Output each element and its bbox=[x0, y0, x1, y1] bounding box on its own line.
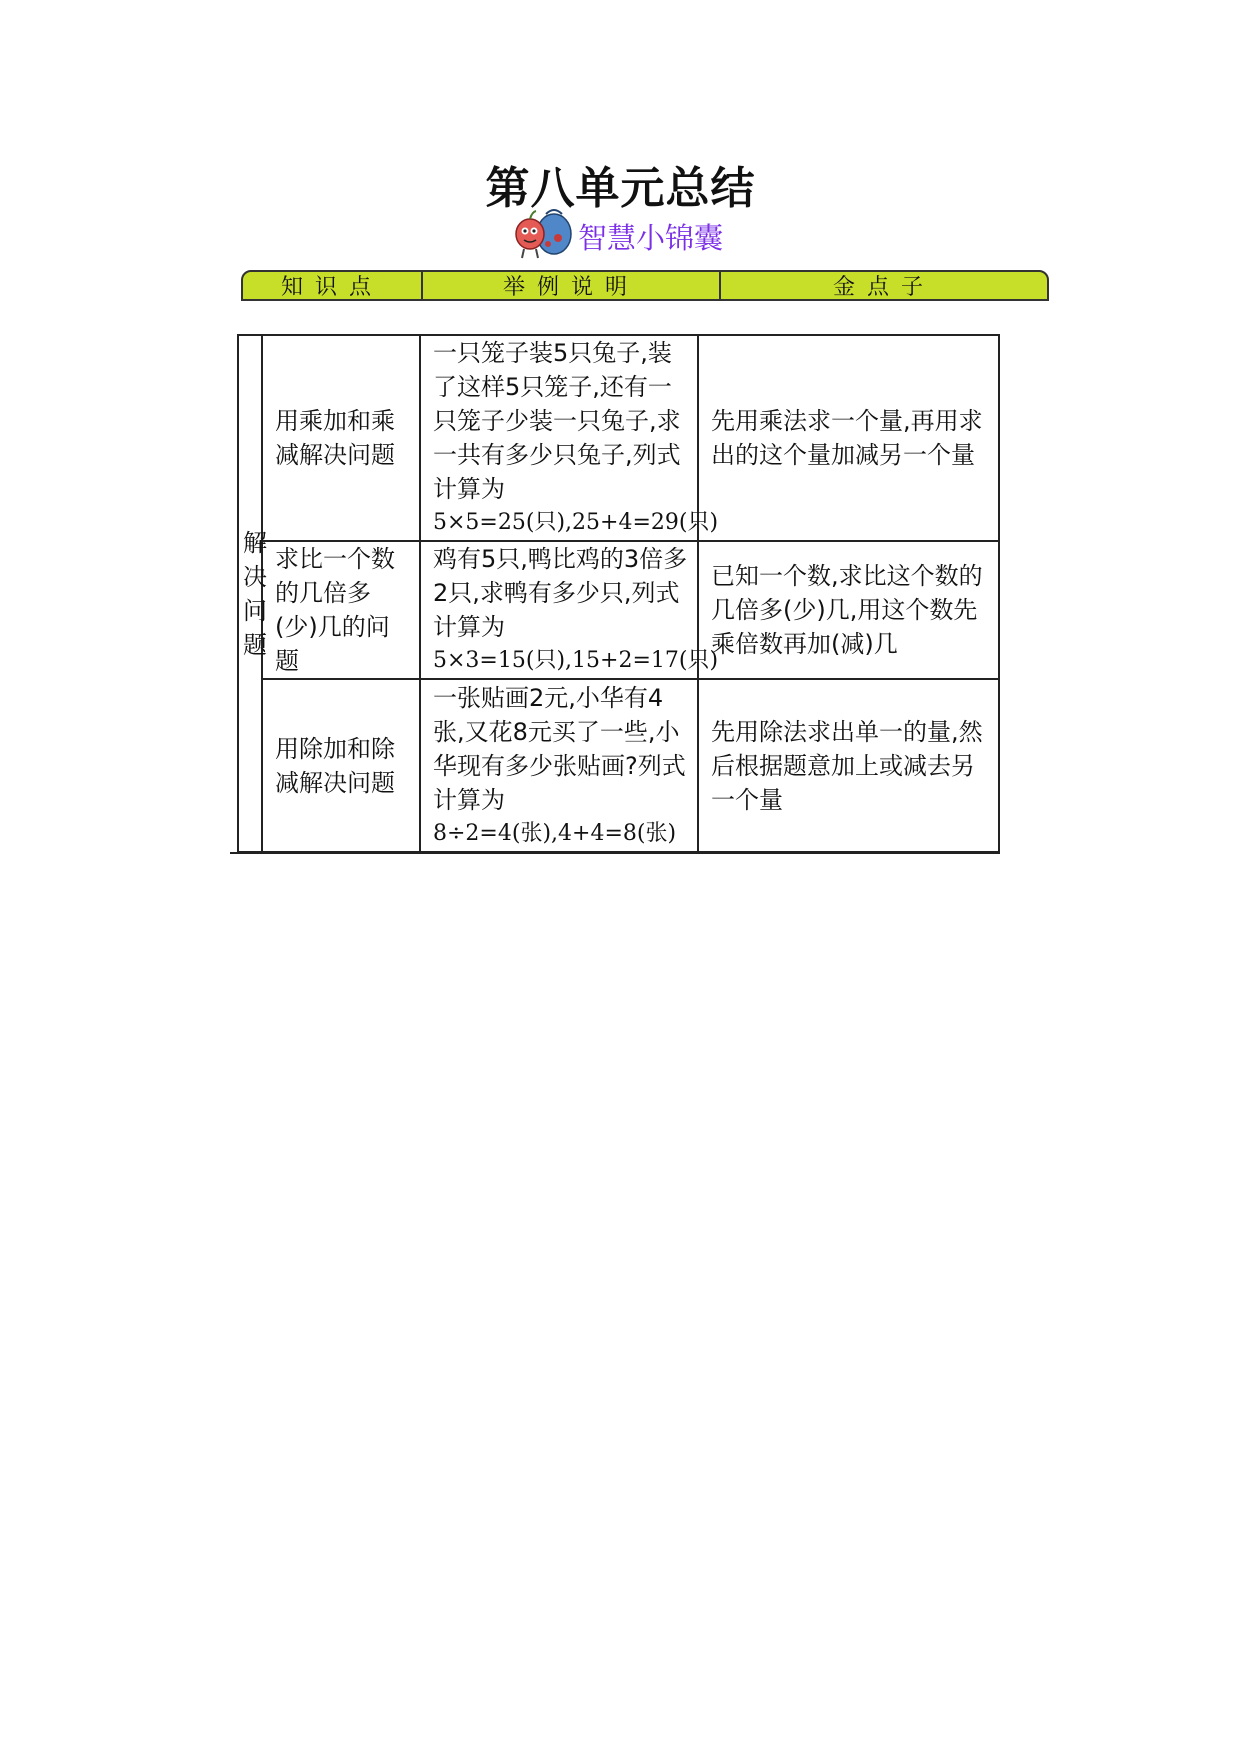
example-formula: 8÷2=4(张),4+4=8(张) bbox=[433, 820, 677, 846]
subtitle: 智慧小锦囊 bbox=[578, 220, 724, 255]
category-cell: 解决问题 bbox=[238, 335, 262, 852]
column-header-bar bbox=[241, 270, 1049, 301]
table-row bbox=[238, 541, 999, 679]
topic-cell: 用乘加和乘减解决问题 bbox=[262, 335, 420, 541]
table-row bbox=[238, 679, 999, 852]
example-formula: 5×3=15(只),15+2=17(只) bbox=[433, 648, 719, 673]
tip-cell: 先用除法求出单一的量,然后根据题意加上或减去另一个量 bbox=[698, 679, 999, 852]
header-example: 举例说明 bbox=[421, 272, 719, 299]
table-row bbox=[238, 335, 999, 541]
example-text: 一只笼子装5只兔子,装了这样5只笼子,还有一只笼子少装一只兔子,求一共有多少只兔子,列式计算为 bbox=[433, 339, 681, 503]
mascot-icon bbox=[512, 204, 574, 260]
header-knowledge-point: 知识点 bbox=[280, 275, 383, 300]
topic-cell: 用除加和除减解决问题 bbox=[262, 679, 420, 852]
summary-table bbox=[237, 334, 1000, 853]
example-formula: 5×5=25(只),25+4=29(只) bbox=[433, 510, 719, 535]
example-text: 鸡有5只,鸭比鸡的3倍多2只,求鸭有多少只,列式计算为 bbox=[433, 545, 688, 641]
example-text: 一张贴画2元,小华有4张,又花8元买了一些,小华现有多少张贴画?列式计算为 bbox=[433, 683, 686, 814]
table-bottom-rule bbox=[230, 852, 1000, 854]
header-tip: 金点子 bbox=[719, 272, 1047, 299]
tip-cell: 先用乘法求一个量,再用求出的这个量加减另一个量 bbox=[698, 335, 999, 541]
example-cell bbox=[420, 541, 719, 679]
example-cell bbox=[420, 335, 719, 541]
example-cell bbox=[420, 679, 698, 852]
page-title: 第八单元总结 bbox=[485, 163, 756, 214]
subtitle-group bbox=[512, 204, 723, 260]
tip-cell: 已知一个数,求比这个数的几倍多(少)几,用这个数先乘倍数再加(减)几 bbox=[698, 541, 999, 679]
topic-cell: 求比一个数的几倍多(少)几的问题 bbox=[262, 541, 420, 679]
